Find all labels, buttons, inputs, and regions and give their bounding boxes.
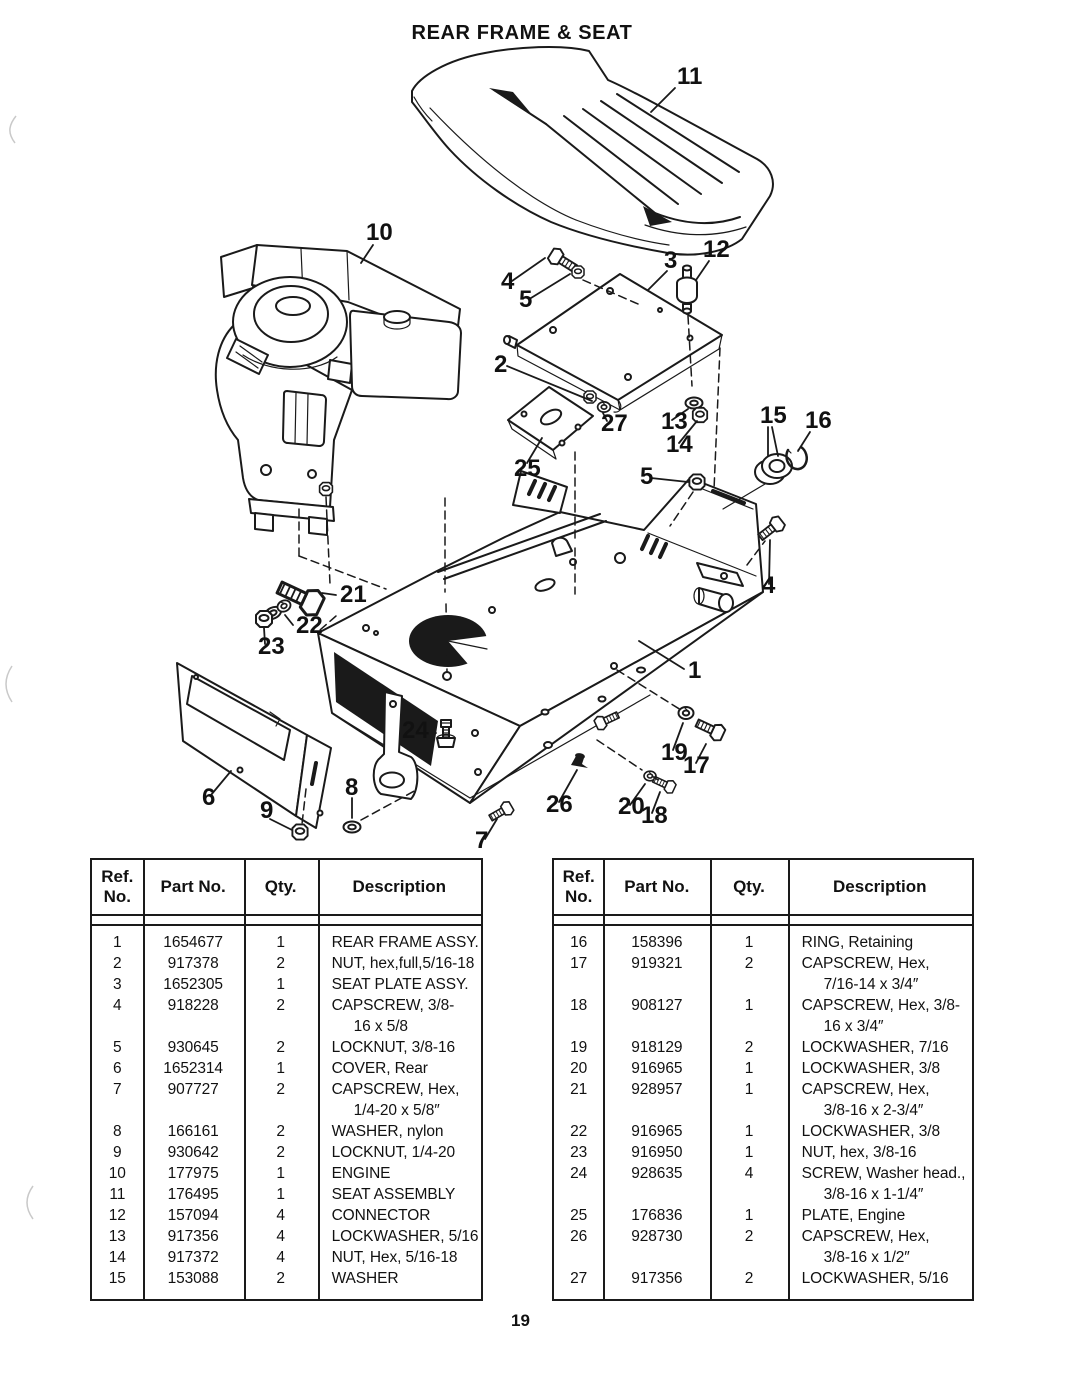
callout-label: 17 — [683, 752, 710, 779]
engine — [216, 245, 461, 535]
capscrew-4b-glyph — [755, 514, 786, 543]
cell-description — [318, 1268, 481, 1289]
cell-description — [788, 1121, 972, 1142]
cell-description — [788, 995, 972, 1037]
callout-label: 12 — [703, 236, 730, 263]
cell-part: 176836 — [631, 1207, 683, 1224]
table-row — [554, 1226, 972, 1268]
cell-part: 1654677 — [163, 934, 223, 951]
table-row — [554, 1121, 972, 1142]
table-header-row — [554, 860, 972, 916]
callout-label: 23 — [258, 633, 285, 660]
cell-description — [318, 953, 481, 974]
callout-label: 8 — [345, 774, 359, 801]
description-line: 3/8-16 x 1/2″ — [823, 1249, 910, 1266]
cell-part: 918228 — [167, 997, 219, 1014]
cell-part: 158396 — [631, 934, 683, 951]
description-line: WASHER, nylon — [331, 1123, 444, 1140]
capscrew-17-glyph — [693, 715, 726, 743]
cell-part: 918129 — [631, 1039, 683, 1056]
callout-label: 20 — [618, 793, 645, 820]
scan-artifacts — [6, 116, 33, 1219]
table-row — [92, 1163, 481, 1184]
cell-description — [318, 932, 481, 953]
cell-description — [318, 1121, 481, 1142]
description-line: NUT, Hex, 5/16-18 — [331, 1249, 458, 1266]
cell-qty: 4 — [744, 1165, 754, 1182]
description-line: PLATE, Engine — [801, 1207, 906, 1224]
table-row — [92, 995, 481, 1037]
description-line: RING, Retaining — [801, 934, 913, 951]
column-divider — [710, 860, 712, 1299]
capscrew-18-glyph — [651, 773, 677, 795]
lockwasher-13-glyph — [686, 398, 703, 409]
table-header-row — [92, 860, 481, 916]
header-qty: Qty. — [264, 877, 297, 896]
callout-label: 5 — [640, 463, 654, 490]
cell-description — [788, 1268, 972, 1289]
cell-qty: 2 — [276, 1081, 285, 1098]
cell-ref: 3 — [113, 976, 122, 993]
cell-part: 1652305 — [163, 976, 223, 993]
callout-label: 14 — [666, 431, 693, 458]
table-row — [92, 974, 481, 995]
cell-description — [788, 1142, 972, 1163]
table-row — [554, 932, 972, 953]
cell-part: 917356 — [631, 1270, 683, 1287]
cell-ref: 17 — [570, 955, 588, 972]
callout-label: 2 — [494, 351, 508, 378]
callout-label: 22 — [296, 612, 323, 639]
description-line: 7/16-14 x 3/4″ — [823, 976, 919, 993]
page-number: 19 — [511, 1311, 530, 1330]
cell-ref: 1 — [113, 934, 122, 951]
cell-part: 916950 — [631, 1144, 683, 1161]
callout-label: 24 — [402, 717, 429, 744]
cell-description — [318, 995, 481, 1037]
cell-part: 916965 — [631, 1123, 683, 1140]
callout-label: 19 — [661, 739, 688, 766]
table-row — [92, 1058, 481, 1079]
nut-14-glyph — [693, 408, 707, 422]
description-line: NUT, hex, 3/8-16 — [801, 1144, 917, 1161]
table-row — [92, 1142, 481, 1163]
cell-description — [318, 1205, 481, 1226]
callout-leader-line — [772, 427, 778, 456]
cell-part: 1652314 — [163, 1060, 223, 1077]
callout-leader-line — [696, 261, 709, 280]
cell-qty: 4 — [276, 1249, 285, 1266]
callout-label: 1 — [688, 657, 702, 684]
cell-ref: 11 — [109, 1186, 126, 1203]
cell-qty: 1 — [276, 976, 285, 993]
cell-ref: 20 — [570, 1060, 588, 1077]
rear-cover — [177, 663, 331, 828]
table-row — [554, 1142, 972, 1163]
callout-label: 16 — [805, 407, 832, 434]
cell-ref: 19 — [570, 1039, 588, 1056]
cell-description — [788, 1163, 972, 1205]
capscrew-7-glyph — [487, 800, 515, 824]
description-line: LOCKWASHER, 5/16 — [331, 1228, 479, 1245]
description-line: LOCKWASHER, 3/8 — [801, 1060, 940, 1077]
description-line: CAPSCREW, 3/8- — [331, 997, 455, 1014]
table-row — [92, 1121, 481, 1142]
header-part-no: Part No. — [160, 877, 226, 896]
cell-qty: 2 — [276, 1270, 285, 1287]
cell-qty: 2 — [744, 1270, 754, 1287]
cell-part: 917356 — [167, 1228, 219, 1245]
description-line: CAPSCREW, Hex, — [331, 1081, 460, 1098]
parts-table-left — [90, 858, 483, 1301]
description-line: SCREW, Washer head., — [801, 1165, 966, 1182]
lockwasher-19-glyph — [679, 707, 694, 719]
header-ref-no: Ref. No. — [562, 867, 595, 906]
table-row — [554, 1058, 972, 1079]
cell-part: 157094 — [167, 1207, 219, 1224]
cell-ref: 7 — [113, 1081, 122, 1098]
table-row — [92, 1226, 481, 1247]
description-line: WASHER — [331, 1270, 399, 1287]
cell-ref: 13 — [108, 1228, 126, 1245]
description-line: NUT, hex,full,5/16-18 — [331, 955, 475, 972]
cell-ref: 9 — [113, 1144, 122, 1161]
cell-description — [788, 1037, 972, 1058]
description-line: ENGINE — [331, 1165, 391, 1182]
engine-plate — [508, 387, 593, 459]
locknut-5-glyph — [572, 266, 584, 278]
table-row — [92, 1079, 481, 1121]
callout-leader-line — [651, 478, 688, 482]
description-line: CAPSCREW, Hex, 3/8- — [801, 997, 960, 1014]
description-line: LOCKWASHER, 7/16 — [801, 1039, 949, 1056]
cell-qty: 1 — [276, 1060, 285, 1077]
cell-ref: 26 — [570, 1228, 588, 1245]
cell-description — [318, 1163, 481, 1184]
cell-part: 928635 — [631, 1165, 683, 1182]
cell-qty: 2 — [744, 1228, 754, 1245]
description-line: CAPSCREW, Hex, — [801, 1081, 930, 1098]
column-divider — [143, 860, 145, 1299]
cell-description — [318, 1037, 481, 1058]
description-line: LOCKWASHER, 5/16 — [801, 1270, 949, 1287]
cell-qty: 2 — [744, 955, 754, 972]
description-line: CONNECTOR — [331, 1207, 431, 1224]
cell-description — [318, 1184, 481, 1205]
table-row — [554, 1268, 972, 1289]
callout-leader-line — [531, 274, 570, 298]
washer-8-glyph — [344, 822, 361, 833]
connector-mount — [677, 266, 697, 314]
cell-description — [318, 1079, 481, 1121]
cell-ref: 4 — [113, 997, 122, 1014]
cell-qty: 1 — [276, 1186, 285, 1203]
table-row — [92, 953, 481, 974]
cell-qty: 2 — [744, 1039, 754, 1056]
callout-label: 13 — [661, 408, 688, 435]
description-line: 1/4-20 x 5/8″ — [353, 1102, 440, 1119]
cell-description — [318, 1226, 481, 1247]
nut-23-glyph — [256, 611, 272, 627]
seat-assembly — [412, 47, 773, 255]
table-row — [554, 1205, 972, 1226]
cell-part: 919321 — [631, 955, 683, 972]
cell-description — [788, 1079, 972, 1121]
table-row — [554, 1037, 972, 1058]
table-row — [554, 1079, 972, 1121]
cell-ref: 18 — [570, 997, 588, 1014]
cell-part: 928730 — [631, 1228, 683, 1245]
cell-qty: 1 — [744, 997, 754, 1014]
cell-description — [788, 1058, 972, 1079]
table-row — [92, 1184, 481, 1205]
callout-label: 26 — [546, 791, 573, 818]
description-line: 3/8-16 x 1-1/4″ — [823, 1186, 924, 1203]
cell-qty: 4 — [276, 1228, 285, 1245]
callout-label: 9 — [260, 797, 274, 824]
cell-description — [788, 953, 972, 995]
cell-ref: 21 — [570, 1081, 588, 1098]
cell-qty: 2 — [276, 997, 285, 1014]
table-row — [92, 1247, 481, 1268]
cell-part: 928957 — [631, 1081, 683, 1098]
table-row — [554, 1163, 972, 1205]
table-body — [554, 926, 972, 1299]
cell-part: 908127 — [631, 997, 683, 1014]
description-line: LOCKNUT, 3/8-16 — [331, 1039, 456, 1056]
cell-qty: 2 — [276, 1123, 285, 1140]
locknut-9-glyph — [292, 824, 307, 839]
description-line: COVER, Rear — [331, 1060, 428, 1077]
cell-qty: 2 — [276, 1144, 285, 1161]
table-body — [92, 926, 481, 1299]
cell-ref: 2 — [113, 955, 122, 972]
parts-table-right — [552, 858, 974, 1301]
cell-qty: 2 — [276, 955, 285, 972]
callout-leader-line — [285, 615, 293, 625]
cell-ref: 8 — [113, 1123, 122, 1140]
cell-part: 917378 — [167, 955, 219, 972]
cell-part: 907727 — [167, 1081, 219, 1098]
description-line: 3/8-16 x 2-3/4″ — [823, 1102, 924, 1119]
cell-ref: 23 — [570, 1144, 588, 1161]
double-rule — [92, 916, 481, 926]
cell-part: 153088 — [167, 1270, 219, 1287]
callout-label: 18 — [641, 802, 668, 829]
cell-part: 930642 — [167, 1144, 219, 1161]
cell-part: 917372 — [167, 1249, 219, 1266]
column-divider — [788, 860, 790, 1299]
header-ref-no: Ref. No. — [101, 867, 134, 906]
column-divider — [603, 860, 605, 1299]
capscrew-26-glyph — [571, 752, 588, 768]
cell-part: 176495 — [167, 1186, 219, 1203]
locknut-5b-glyph — [689, 474, 704, 489]
description-line: 16 x 5/8 — [353, 1018, 408, 1035]
cell-qty: 1 — [744, 1081, 754, 1098]
callout-label: 27 — [601, 410, 628, 437]
callout-label: 25 — [514, 455, 541, 482]
cell-ref: 25 — [570, 1207, 588, 1224]
cell-ref: 14 — [108, 1249, 126, 1266]
description-line: LOCKWASHER, 3/8 — [801, 1123, 940, 1140]
cell-description — [318, 1247, 481, 1268]
description-line: 16 x 3/4″ — [823, 1018, 884, 1035]
cell-ref: 5 — [113, 1039, 122, 1056]
cell-description — [318, 1142, 481, 1163]
cell-qty: 1 — [744, 1144, 754, 1161]
cell-ref: 15 — [108, 1270, 126, 1287]
header-description: Description — [352, 877, 447, 896]
description-line: LOCKNUT, 1/4-20 — [331, 1144, 456, 1161]
cell-ref: 22 — [570, 1123, 588, 1140]
callout-label: 6 — [202, 784, 216, 811]
cell-qty: 1 — [276, 1165, 285, 1182]
table-row — [554, 995, 972, 1037]
cell-qty: 4 — [276, 1207, 285, 1224]
cell-part: 916965 — [631, 1060, 683, 1077]
nut-2-glyph — [584, 391, 596, 403]
description-line: CAPSCREW, Hex, — [801, 955, 930, 972]
callout-label: 3 — [664, 247, 678, 274]
table-row — [554, 953, 972, 995]
cell-description — [788, 932, 972, 953]
description-line: REAR FRAME ASSY. — [331, 934, 479, 951]
table-row — [92, 932, 481, 953]
cell-ref: 24 — [570, 1165, 588, 1182]
cell-qty: 1 — [744, 1060, 754, 1077]
callout-label: 10 — [366, 219, 393, 246]
callout-leader-line — [512, 258, 545, 281]
callout-label: 7 — [475, 827, 489, 854]
description-line: CAPSCREW, Hex, — [801, 1228, 930, 1245]
cell-ref: 10 — [108, 1165, 126, 1182]
description-line: SEAT PLATE ASSY. — [331, 976, 469, 993]
callout-label: 11 — [677, 63, 703, 90]
callout-label: 15 — [760, 402, 787, 429]
table-row — [92, 1037, 481, 1058]
table-row — [92, 1268, 481, 1289]
engine-mount-nut-glyph — [320, 483, 333, 496]
cell-description — [788, 1205, 972, 1226]
cell-ref: 12 — [108, 1207, 126, 1224]
header-part-no: Part No. — [624, 877, 690, 896]
cell-qty: 1 — [276, 934, 285, 951]
page-title: REAR FRAME & SEAT — [411, 22, 633, 44]
table-row — [92, 1205, 481, 1226]
cell-part: 177975 — [167, 1165, 219, 1182]
column-divider — [318, 860, 320, 1299]
cell-ref: 27 — [570, 1270, 588, 1287]
cell-description — [318, 974, 481, 995]
column-divider — [244, 860, 246, 1299]
cell-qty: 1 — [744, 934, 754, 951]
header-description: Description — [833, 877, 927, 896]
callout-label: 4 — [762, 572, 776, 599]
callout-leader-line — [322, 593, 336, 595]
cell-qty: 1 — [744, 1207, 754, 1224]
double-rule — [554, 916, 972, 926]
cell-ref: 16 — [570, 934, 588, 951]
callout-label: 4 — [501, 268, 515, 295]
cell-description — [318, 1058, 481, 1079]
cell-ref: 6 — [113, 1060, 122, 1077]
header-qty: Qty. — [733, 877, 765, 896]
cell-description — [788, 1226, 972, 1268]
callout-label: 21 — [340, 581, 367, 608]
cell-qty: 1 — [744, 1123, 754, 1140]
cell-part: 166161 — [167, 1123, 219, 1140]
description-line: SEAT ASSEMBLY — [331, 1186, 456, 1203]
cell-qty: 2 — [276, 1039, 285, 1056]
callout-label: 5 — [519, 286, 533, 313]
cell-part: 930645 — [167, 1039, 219, 1056]
